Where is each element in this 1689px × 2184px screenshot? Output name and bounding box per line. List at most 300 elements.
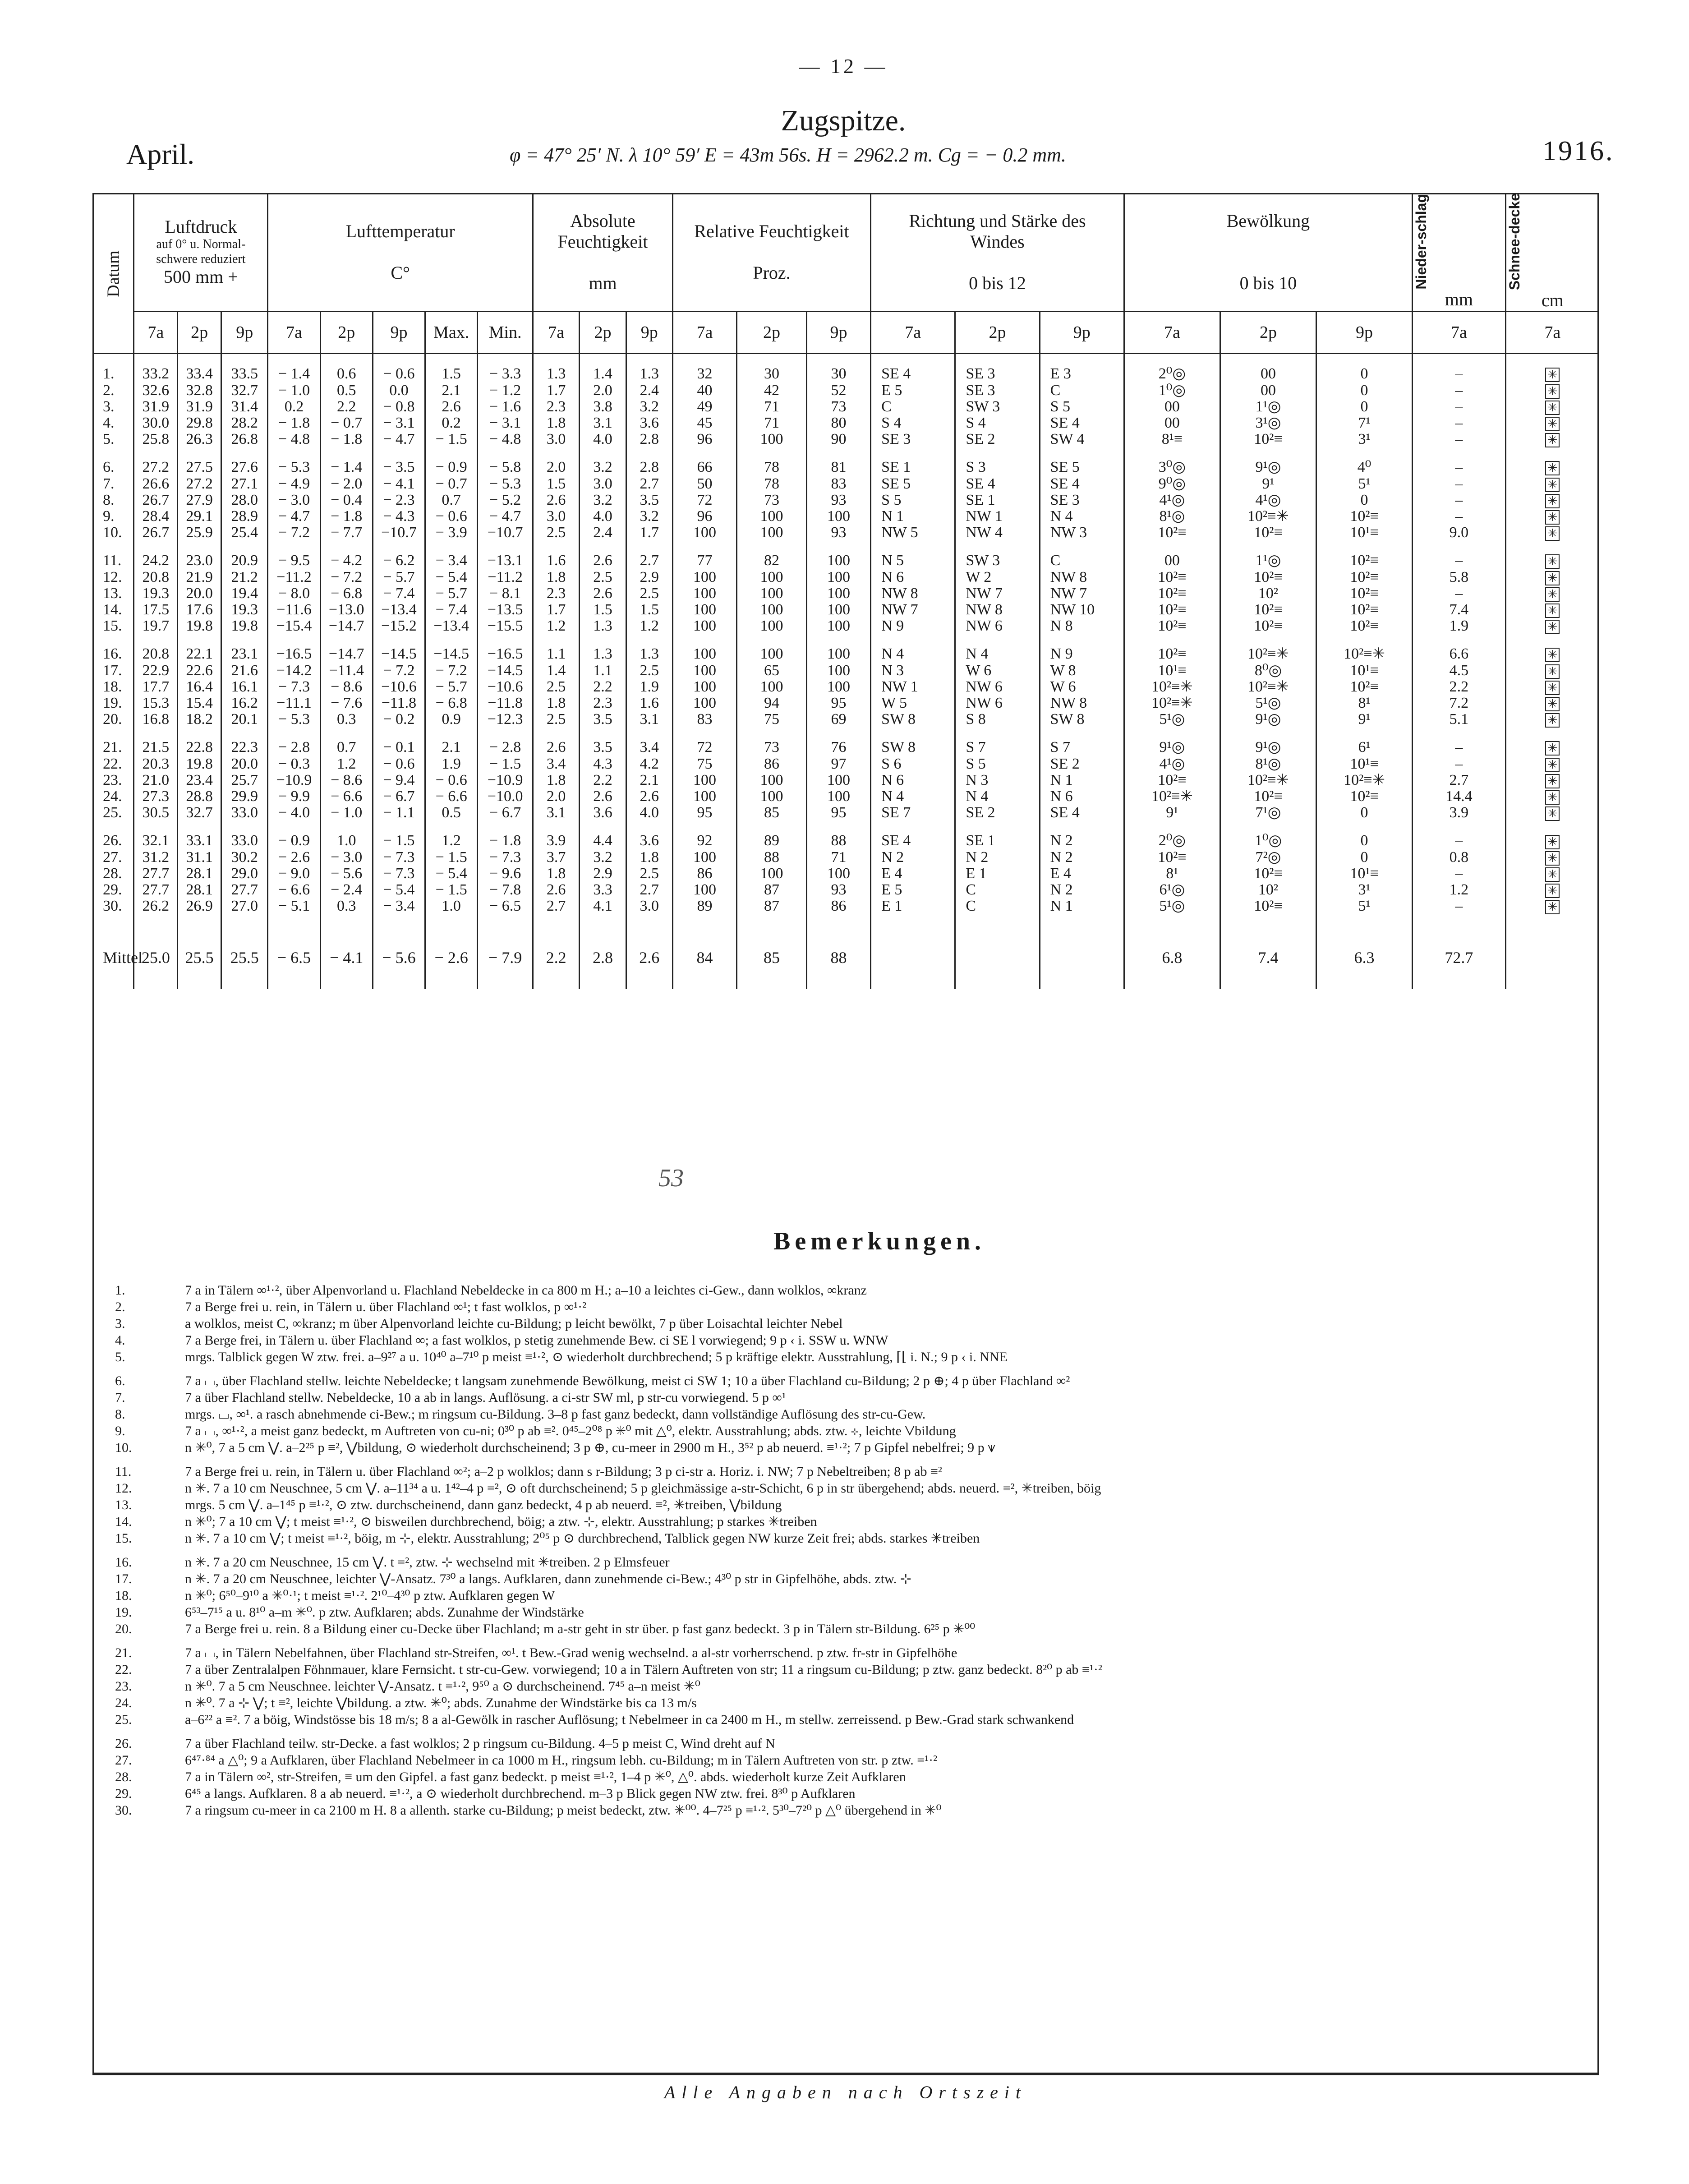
table-cell: 8¹◎: [1124, 508, 1220, 525]
table-cell: 1.3: [533, 366, 579, 382]
table-cell: 1.2: [1413, 882, 1506, 898]
spacer-cell: [478, 728, 533, 739]
snow-icon: [1545, 604, 1560, 618]
spacer-cell: [806, 354, 870, 366]
remark-text: mrgs. 5 cm ⋁. a–1⁴⁵ p ≡¹·², ⊙ ztw. durchscheinend, dann ganz bedeckt, 4 p ab neuerd. ≡², ✳treiben, ⋁bildung: [185, 1497, 782, 1512]
table-cell: 19.3: [221, 602, 268, 618]
table-cell: 8¹: [1124, 866, 1220, 882]
snow-cover-icon: [1505, 866, 1599, 882]
table-cell: 4¹◎: [1124, 756, 1220, 772]
spacer-cell: [1413, 354, 1506, 366]
table-cell: –: [1413, 898, 1506, 914]
table-cell: 100: [672, 646, 736, 662]
remark-item: [92, 1554, 1599, 1571]
spacer-cell: [93, 447, 134, 459]
table-cell: 1.3: [580, 646, 626, 662]
table-cell: − 6.7: [478, 805, 533, 821]
table-cell: 4.0: [580, 431, 626, 447]
snow-cover-icon: [1505, 431, 1599, 447]
table-cell: SW 3: [955, 553, 1040, 569]
table-cell: − 7.2: [373, 662, 425, 678]
table-cell: − 7.4: [373, 585, 425, 602]
table-cell: 1.7: [533, 382, 579, 398]
table-cell: 100: [806, 585, 870, 602]
table-cell: NW 8: [955, 602, 1040, 618]
table-cell: [1040, 926, 1124, 989]
remark-day: 12.: [115, 1481, 132, 1496]
table-cell: 100: [737, 646, 807, 662]
table-cell: 100: [806, 646, 870, 662]
spacer-cell: [955, 914, 1040, 926]
table-cell: 100: [806, 866, 870, 882]
table-cell: 19.: [93, 695, 134, 711]
table-cell: N 1: [1040, 898, 1124, 914]
table-cell: 27.0: [221, 898, 268, 914]
table-cell: 0.3: [320, 898, 373, 914]
table-cell: 78: [737, 475, 807, 492]
table-cell: 10²≡: [1220, 618, 1316, 634]
table-cell: 2.6: [580, 788, 626, 805]
table-cell: 73: [737, 492, 807, 508]
spacer-cell: [955, 728, 1040, 739]
table-cell: − 4.7: [478, 508, 533, 525]
spacer-cell: [221, 821, 268, 833]
table-cell: 3.: [93, 399, 134, 415]
spacer-cell: [373, 354, 425, 366]
table-cell: 19.3: [134, 585, 178, 602]
remark-text: 7 a ⌴, über Flachland stellw. leichte Nebeldecke; t langsam zunehmende Bewölkung, meist ci SW 1; 10 a über Flachland cu-Bildung; 2 p ⊕; 4 p über Flachland ∞²: [185, 1373, 1070, 1388]
table-cell: 10²≡✳: [1220, 772, 1316, 788]
table-cell: 3.6: [580, 805, 626, 821]
table-cell: 15.4: [178, 695, 221, 711]
spacer-cell: [955, 447, 1040, 459]
remark-day: 17.: [115, 1571, 132, 1586]
remark-item: [92, 1282, 1599, 1299]
table-cell: 5¹◎: [1124, 711, 1220, 728]
table-cell: –: [1413, 508, 1506, 525]
remark-item: [92, 1711, 1599, 1728]
table-cell: 5.: [93, 431, 134, 447]
table-cell: 100: [672, 772, 736, 788]
remark-day: 9.: [115, 1424, 125, 1438]
table-cell: N 6: [871, 772, 955, 788]
snow-icon: [1545, 433, 1560, 447]
table-cell: 28.4: [134, 508, 178, 525]
spacer-cell: [373, 728, 425, 739]
remarks-list: [92, 1282, 1599, 1819]
spacer-cell: [1505, 821, 1599, 833]
table-cell: 22.9: [134, 662, 178, 678]
table-cell: C: [955, 882, 1040, 898]
table-cell: 3.7: [533, 849, 579, 866]
snow-cover-icon: [1505, 882, 1599, 898]
page-number: — 12 —: [799, 55, 888, 78]
table-cell: − 7.9: [478, 926, 533, 989]
table-cell: 19.8: [178, 756, 221, 772]
table-cell: − 1.5: [425, 431, 478, 447]
snow-cover-icon: [1505, 695, 1599, 711]
table-cell: − 4.3: [373, 508, 425, 525]
table-cell: 40: [672, 382, 736, 398]
time-header: 7a: [268, 312, 320, 354]
spacer-cell: [1413, 447, 1506, 459]
snow-icon: [1545, 806, 1560, 821]
snow-cover-icon: [1505, 679, 1599, 695]
table-cell: 1.7: [533, 602, 579, 618]
table-cell: 2.1: [425, 739, 478, 756]
observation-times-row: [93, 312, 1599, 354]
table-cell: 28.1: [178, 882, 221, 898]
table-cell: −15.2: [373, 618, 425, 634]
spacer-cell: [1040, 634, 1124, 646]
snow-cover-icon: [1505, 618, 1599, 634]
table-cell: 10¹≡: [1316, 866, 1413, 882]
table-cell: 22.3: [221, 739, 268, 756]
table-cell: 1.5: [580, 602, 626, 618]
table-cell: 19.8: [221, 618, 268, 634]
table-cell: NW 8: [871, 585, 955, 602]
snow-icon: [1545, 681, 1560, 695]
table-cell: 27.2: [134, 459, 178, 475]
table-cell: C: [955, 898, 1040, 914]
spacer-cell: [871, 821, 955, 833]
table-cell: 100: [806, 679, 870, 695]
remark-item: [92, 1785, 1599, 1802]
table-cell: 27.3: [134, 788, 178, 805]
table-cell: − 5.6: [373, 926, 425, 989]
table-cell: 87: [737, 882, 807, 898]
remark-text: 7 a ⌴, in Tälern Nebelfahnen, über Flachland str-Streifen, ∞¹. t Bew.-Grad wenig wechselnd. a al-str vorherrschend. p ztw. fr-str in Gipfelhöhe: [185, 1645, 957, 1660]
time-header: 7a: [134, 312, 178, 354]
table-cell: N 1: [871, 508, 955, 525]
table-cell: SE 2: [955, 805, 1040, 821]
table-cell: NW 10: [1040, 602, 1124, 618]
remark-item: [92, 1299, 1599, 1315]
table-cell: − 1.2: [478, 382, 533, 398]
table-cell: 0.7: [320, 739, 373, 756]
spacer-cell: [1316, 447, 1413, 459]
table-cell: − 8.6: [320, 772, 373, 788]
table-cell: 33.2: [134, 366, 178, 382]
table-cell: 25.5: [221, 926, 268, 989]
table-cell: 33.4: [178, 366, 221, 382]
table-cell: 11.: [93, 553, 134, 569]
table-cell: 100: [737, 618, 807, 634]
table-cell: 2.7: [533, 898, 579, 914]
table-cell: − 8.1: [478, 585, 533, 602]
spacer-cell: [1040, 821, 1124, 833]
table-cell: − 1.5: [425, 849, 478, 866]
table-cell: 71: [806, 849, 870, 866]
table-cell: − 5.3: [268, 459, 320, 475]
table-cell: 10²≡: [1124, 569, 1220, 585]
remark-day: 14.: [115, 1514, 132, 1529]
table-cell: 3.2: [626, 399, 672, 415]
table-cell: –: [1413, 833, 1506, 849]
table-cell: 25.5: [178, 926, 221, 989]
table-cell: –: [1413, 366, 1506, 382]
table-cell: 73: [806, 399, 870, 415]
table-cell: 3.2: [580, 849, 626, 866]
snow-cover-icon: [1505, 366, 1599, 382]
table-cell: N 4: [871, 646, 955, 662]
table-cell: − 5.7: [373, 569, 425, 585]
spacer-cell: [533, 634, 579, 646]
table-cell: 2.4: [626, 382, 672, 398]
table-cell: 10.: [93, 525, 134, 541]
table-cell: 1.8: [626, 849, 672, 866]
time-header: 2p: [580, 312, 626, 354]
table-cell: 10²≡✳: [1124, 679, 1220, 695]
table-cell: 2.9: [626, 569, 672, 585]
table-cell: 9¹◎: [1220, 459, 1316, 475]
spacer-cell: [672, 821, 736, 833]
table-cell: 52: [806, 382, 870, 398]
snow-cover-icon: [1505, 585, 1599, 602]
table-cell: 29.9: [221, 788, 268, 805]
remark-day: 20.: [115, 1622, 132, 1636]
table-cell: 100: [737, 679, 807, 695]
table-cell: SE 3: [955, 382, 1040, 398]
table-cell: 16.8: [134, 711, 178, 728]
table-cell: 87: [737, 898, 807, 914]
table-cell: 1.6: [533, 553, 579, 569]
remark-item: [92, 1621, 1599, 1637]
table-row: [93, 866, 1599, 882]
table-cell: − 1.5: [478, 756, 533, 772]
remark-text: n ✳⁰, 7 a 5 cm ⋁. a–2²⁵ p ≡², ⋁bildung, ⊙ wiederholt durchscheinend; 3 p ⊕, cu-meer in 2900 m H., 3⁵² p ab neuerd. ≡¹·²; 7 p Gipfel nebelfrei; 9 p ⩛: [185, 1440, 996, 1455]
table-cell: 78: [737, 459, 807, 475]
table-cell: −13.4: [425, 618, 478, 634]
spacer-cell: [221, 354, 268, 366]
table-cell: − 4.7: [373, 431, 425, 447]
table-cell: 16.2: [221, 695, 268, 711]
table-cell: 30: [737, 366, 807, 382]
remark-day: 23.: [115, 1679, 132, 1694]
table-cell: 2.1: [626, 772, 672, 788]
remark-item: [92, 1802, 1599, 1819]
table-cell: 2.7: [626, 882, 672, 898]
group-spacer: [93, 354, 1599, 366]
table-cell: SW 4: [1040, 431, 1124, 447]
time-header: 7a: [1124, 312, 1220, 354]
spacer-cell: [93, 541, 134, 553]
table-cell: 8¹: [1316, 695, 1413, 711]
table-cell: 83: [672, 711, 736, 728]
table-cell: 1⁰◎: [1124, 382, 1220, 398]
table-cell: 100: [806, 788, 870, 805]
table-cell: S 7: [955, 739, 1040, 756]
table-cell: 00: [1124, 399, 1220, 415]
table-cell: 00: [1124, 553, 1220, 569]
table-cell: 2.3: [580, 695, 626, 711]
spacer-cell: [806, 541, 870, 553]
table-cell: 100: [672, 569, 736, 585]
table-cell: 85: [737, 805, 807, 821]
table-cell: 00: [1124, 415, 1220, 431]
remark-item: [92, 1695, 1599, 1711]
table-cell: 10²≡: [1124, 585, 1220, 602]
table-cell: 2.3: [533, 399, 579, 415]
table-cell: 0: [1316, 399, 1413, 415]
table-cell: − 1.6: [478, 399, 533, 415]
snow-icon: [1545, 790, 1560, 805]
table-cell: –: [1413, 739, 1506, 756]
table-cell: SE 4: [1040, 415, 1124, 431]
table-cell: 4.3: [580, 756, 626, 772]
table-cell: 30.2: [221, 849, 268, 866]
spacer-cell: [478, 821, 533, 833]
snow-icon: [1545, 587, 1560, 602]
table-cell: C: [1040, 382, 1124, 398]
remark-text: a wolklos, meist C, ∞kranz; m über Alpenvorland leichte cu-Bildung; p leicht bewölkt, 7 p über Loisachtal leichter Nebel: [185, 1316, 843, 1331]
table-cell: 10²≡: [1124, 772, 1220, 788]
table-cell: 0: [1316, 366, 1413, 382]
table-cell: − 9.9: [268, 788, 320, 805]
table-cell: SE 4: [871, 833, 955, 849]
table-cell: –: [1413, 866, 1506, 882]
spacer-cell: [1124, 821, 1220, 833]
remark-item: [92, 1513, 1599, 1530]
table-cell: 69: [806, 711, 870, 728]
table-cell: 42: [737, 382, 807, 398]
remark-text: 7 a ⌴, ∞¹·², a meist ganz bedeckt, m Auftreten von cu-ni; 0³⁰ p ab ≡². 0⁴⁵–2⁰⁸ p ✳⁰ mit △⁰, elektr. Ausstrahlung; abds. ztw. ⊹, leichte ⋁bildung: [185, 1424, 956, 1438]
table-cell: − 1.8: [320, 431, 373, 447]
spacer-cell: [93, 354, 134, 366]
table-cell: SW 3: [955, 399, 1040, 415]
table-cell: − 4.8: [268, 431, 320, 447]
table-cell: − 0.9: [268, 833, 320, 849]
remark-day: 22.: [115, 1662, 132, 1677]
spacer-cell: [626, 541, 672, 553]
table-cell: 65: [737, 662, 807, 678]
spacer-cell: [268, 354, 320, 366]
table-cell: − 5.8: [478, 459, 533, 475]
snow-icon: [1545, 620, 1560, 634]
table-cell: 94: [737, 695, 807, 711]
remark-item: [92, 1769, 1599, 1785]
table-cell: 33.5: [221, 366, 268, 382]
spacer-cell: [871, 447, 955, 459]
table-cell: 3.4: [533, 756, 579, 772]
header-bewoelkung: Bewölkung 0 bis 10: [1124, 193, 1412, 312]
remark-day: 4.: [115, 1333, 125, 1348]
spacer-cell: [268, 447, 320, 459]
table-cell: −13.4: [373, 602, 425, 618]
table-cell: − 6.6: [425, 788, 478, 805]
table-cell: − 6.6: [320, 788, 373, 805]
table-cell: 9¹◎: [1220, 739, 1316, 756]
table-cell: S 5: [871, 492, 955, 508]
remark-text: 6⁴⁵ a langs. Aufklaren. 8 a ab neuerd. ≡¹·², a ⊙ wiederholt durchbrechend. m–3 p Blick gegen NW ztw. frei. 8³⁰ p Aufklaren: [185, 1786, 856, 1801]
table-cell: 1.4: [533, 662, 579, 678]
table-cell: E 4: [1040, 866, 1124, 882]
table-cell: 20.0: [178, 585, 221, 602]
table-cell: N 2: [1040, 849, 1124, 866]
table-cell: −10.0: [478, 788, 533, 805]
remark-text: 7 a über Flachland stellw. Nebeldecke, 10 a ab in langs. Auflösung. a ci-str SW ml, p str-cu vorwiegend. 5 p ∞¹: [185, 1390, 786, 1405]
table-cell: 22.8: [178, 739, 221, 756]
table-cell: 7.4: [1220, 926, 1316, 989]
spacer-cell: [1505, 354, 1599, 366]
observation-table: [92, 193, 1599, 989]
spacer-cell: [626, 634, 672, 646]
remark-item: [92, 1480, 1599, 1497]
table-cell: E 5: [871, 382, 955, 398]
spacer-cell: [806, 447, 870, 459]
table-cell: 3⁰◎: [1124, 459, 1220, 475]
table-cell: S 6: [871, 756, 955, 772]
time-header: 9p: [806, 312, 870, 354]
table-row: [93, 711, 1599, 728]
remark-day: 3.: [115, 1316, 125, 1331]
table-cell: − 0.6: [425, 772, 478, 788]
table-cell: 2.5: [533, 711, 579, 728]
table-cell: 72.7: [1413, 926, 1506, 989]
table-cell: –: [1413, 492, 1506, 508]
table-cell: 3.2: [580, 492, 626, 508]
table-cell: 100: [672, 788, 736, 805]
spacer-cell: [1124, 354, 1220, 366]
table-cell: 22.1: [178, 646, 221, 662]
header-relative-feuchtigkeit: Relative Feuchtigkeit Proz.: [672, 193, 870, 312]
time-header: 7a: [1413, 312, 1506, 354]
table-cell: 92: [672, 833, 736, 849]
table-cell: N 1: [1040, 772, 1124, 788]
table-cell: 32.6: [134, 382, 178, 398]
month-label: April.: [126, 138, 195, 170]
spacer-cell: [580, 914, 626, 926]
table-cell: 14.: [93, 602, 134, 618]
table-cell: 2.2: [580, 679, 626, 695]
spacer-cell: [178, 541, 221, 553]
table-cell: 26.3: [178, 431, 221, 447]
table-cell: 23.: [93, 772, 134, 788]
table-cell: NW 4: [955, 525, 1040, 541]
remark-text: mrgs. Talblick gegen W ztw. frei. a–9²⁷ a u. 10⁴⁰ a–7¹⁰ p meist ≡¹·², ⊙ wiederholt durchbrechend; 5 p kräftige elektr. Ausstrahlung, ⌈⌊ i. N.; 9 p ‹ i. NNE: [185, 1350, 1008, 1364]
remark-day: 10.: [115, 1440, 132, 1455]
table-cell: E 3: [1040, 366, 1124, 382]
remark-text: n ✳⁰. 7 a ⊹ ⋁; t ≡², leichte ⋁bildung. a ztw. ✳⁰; abds. Zunahme der Windstärke bis ca 13 m/s: [185, 1696, 697, 1710]
table-cell: 20.: [93, 711, 134, 728]
spacer-cell: [221, 447, 268, 459]
table-cell: − 5.7: [425, 585, 478, 602]
table-row: [93, 772, 1599, 788]
spacer-cell: [1505, 447, 1599, 459]
table-cell: 1.8: [533, 569, 579, 585]
spacer-cell: [626, 354, 672, 366]
table-cell: − 4.1: [320, 926, 373, 989]
table-cell: S 5: [955, 756, 1040, 772]
table-cell: NW 6: [955, 695, 1040, 711]
table-cell: − 1.8: [478, 833, 533, 849]
table-cell: NW 7: [871, 602, 955, 618]
table-cell: NW 5: [871, 525, 955, 541]
table-cell: −11.2: [268, 569, 320, 585]
table-cell: S 7: [1040, 739, 1124, 756]
table-cell: 9¹: [1124, 805, 1220, 821]
table-cell: N 2: [1040, 833, 1124, 849]
table-row: [93, 382, 1599, 398]
remark-text: n ✳. 7 a 10 cm Neuschnee, 5 cm ⋁. a–11³⁴ a u. 1⁴²–4 p ≡², ⊙ oft durchscheinend; 5 p gleichmässige a-str-Schicht, 6 p in str übergehend; abds. neuerd. ≡², ✳treiben, böig: [185, 1481, 1101, 1496]
table-cell: N 9: [1040, 646, 1124, 662]
table-cell: − 4.2: [320, 553, 373, 569]
table-cell: –: [1413, 415, 1506, 431]
table-cell: 95: [806, 695, 870, 711]
table-cell: − 1.0: [268, 382, 320, 398]
table-cell: 10²≡: [1124, 525, 1220, 541]
spacer-cell: [806, 914, 870, 926]
